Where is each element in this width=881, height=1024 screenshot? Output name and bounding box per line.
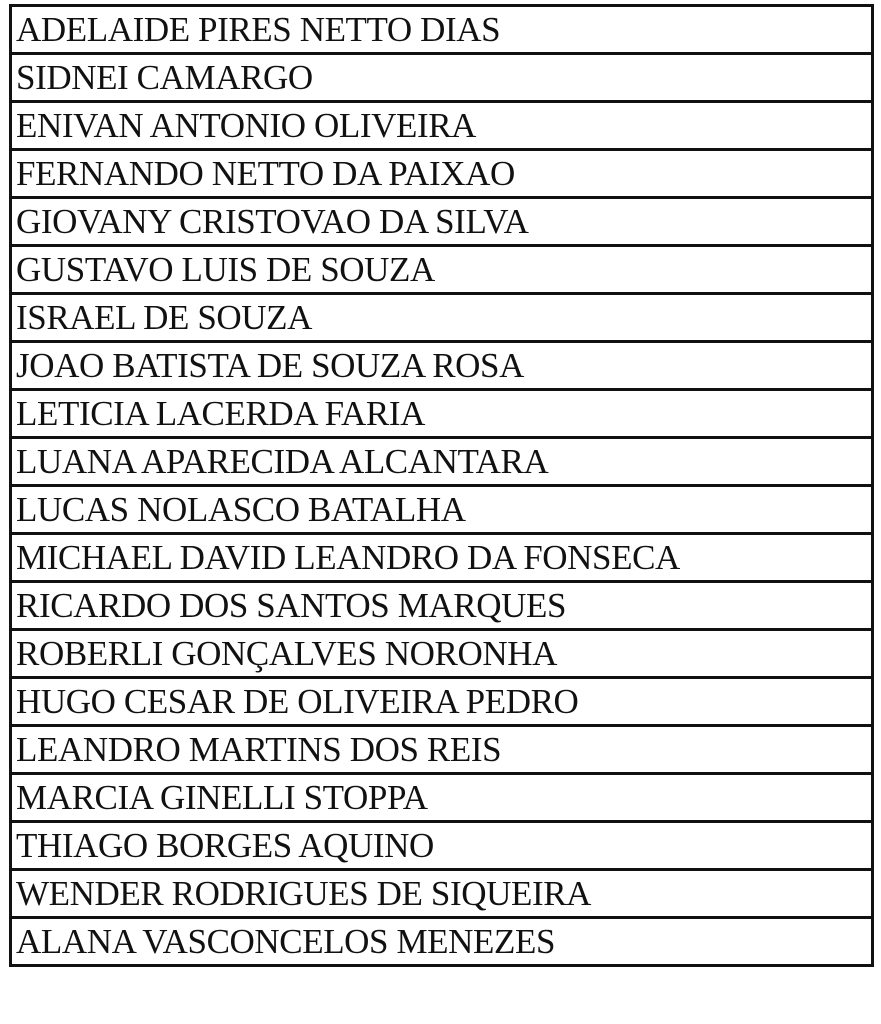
name-cell: LUANA APARECIDA ALCANTARA — [11, 438, 873, 486]
name-cell: GIOVANY CRISTOVAO DA SILVA — [11, 198, 873, 246]
table-row — [11, 198, 873, 246]
name-cell: THIAGO BORGES AQUINO — [11, 822, 873, 870]
name-cell: ROBERLI GONÇALVES NORONHA — [11, 630, 873, 678]
name-cell: GUSTAVO LUIS DE SOUZA — [11, 246, 873, 294]
name-cell: LETICIA LACERDA FARIA — [11, 390, 873, 438]
name-cell: ALANA VASCONCELOS MENEZES — [11, 918, 873, 966]
name-cell: ADELAIDE PIRES NETTO DIAS — [11, 6, 873, 54]
name-cell: MARCIA GINELLI STOPPA — [11, 774, 873, 822]
table-row — [11, 822, 873, 870]
name-cell: ISRAEL DE SOUZA — [11, 294, 873, 342]
table-row — [11, 294, 873, 342]
table-row — [11, 870, 873, 918]
table-row — [11, 486, 873, 534]
table-row — [11, 102, 873, 150]
name-cell: ENIVAN ANTONIO OLIVEIRA — [11, 102, 873, 150]
table-row — [11, 582, 873, 630]
name-cell: MICHAEL DAVID LEANDRO DA FONSECA — [11, 534, 873, 582]
table-row — [11, 246, 873, 294]
name-cell: FERNANDO NETTO DA PAIXAO — [11, 150, 873, 198]
table-row — [11, 150, 873, 198]
name-cell: LEANDRO MARTINS DOS REIS — [11, 726, 873, 774]
table-row — [11, 630, 873, 678]
table-row — [11, 6, 873, 54]
table-row — [11, 678, 873, 726]
name-cell: WENDER RODRIGUES DE SIQUEIRA — [11, 870, 873, 918]
name-cell: JOAO BATISTA DE SOUZA ROSA — [11, 342, 873, 390]
table-row — [11, 54, 873, 102]
name-cell: RICARDO DOS SANTOS MARQUES — [11, 582, 873, 630]
table-row — [11, 342, 873, 390]
table-row — [11, 438, 873, 486]
name-cell: LUCAS NOLASCO BATALHA — [11, 486, 873, 534]
table-row — [11, 390, 873, 438]
table-row — [11, 918, 873, 966]
table-row — [11, 774, 873, 822]
name-cell: HUGO CESAR DE OLIVEIRA PEDRO — [11, 678, 873, 726]
table-row — [11, 726, 873, 774]
name-cell: SIDNEI CAMARGO — [11, 54, 873, 102]
names-table — [9, 4, 874, 967]
table-row — [11, 534, 873, 582]
